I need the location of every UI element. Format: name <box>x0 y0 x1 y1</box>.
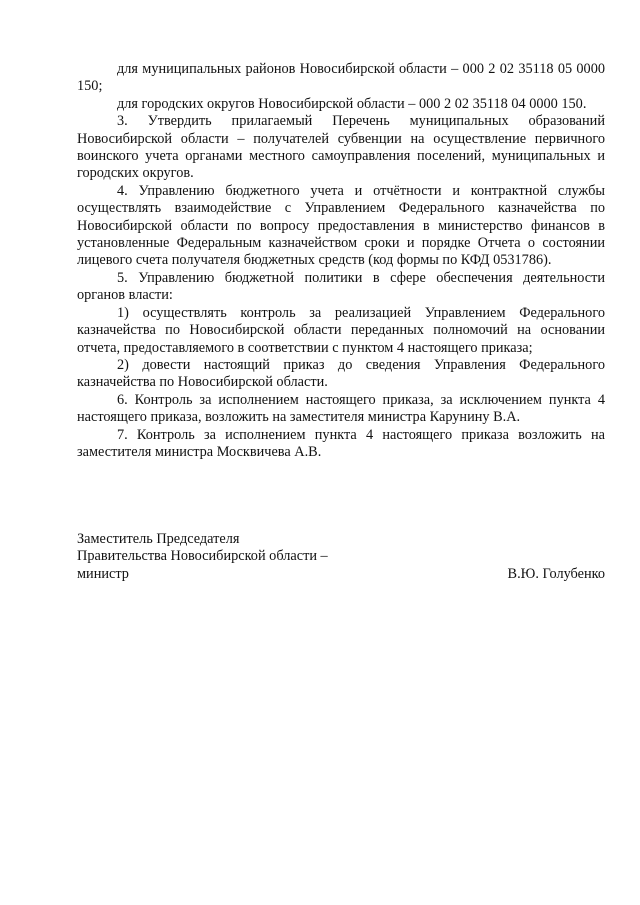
signature-block <box>77 531 605 583</box>
paragraph-item-6: 6. Контроль за исполнением настоящего приказа, за исключением пункта 4 настоящего приказа, возложить на заместителя министра Карунину В.А. <box>77 391 605 426</box>
paragraph-item-4: 4. Управлению бюджетного учета и отчётности и контрактной службы осуществлять взаимодействие с Управлением Федерального казначейства по Новосибирской области по вопросу предоставления в министерство финансов в установленные Федеральным казначейством сроки и порядке Отчета о состоянии лицевого счета получателя бюджетных средств (код формы по КФД 0531786). <box>77 182 605 269</box>
paragraph-item-5-1: 1) осуществлять контроль за реализацией Управлением Федерального казначейства по Новосибирской области переданных полномочий на основании отчета, предоставляемого в соответствии с пунктом 4 настоящего приказа; <box>77 304 605 356</box>
document-body <box>77 61 605 461</box>
paragraph-item-5: 5. Управлению бюджетной политики в сфере обеспечения деятельности органов власти: <box>77 269 605 304</box>
signatory-position-line-2: Правительства Новосибирской области – <box>77 548 328 565</box>
paragraph-municipal-districts-code: для муниципальных районов Новосибирской области – 000 2 02 35118 05 0000 150; <box>77 61 605 95</box>
signature-last-line <box>77 566 605 583</box>
signatory-position-line-1: Заместитель Председателя <box>77 531 240 547</box>
paragraph-item-5-2: 2) довести настоящий приказ до сведения Управления Федерального казначейства по Новосибирской области. <box>77 356 605 391</box>
signatory-position-line-3: министр <box>77 565 129 582</box>
signatory-name: В.Ю. Голубенко <box>507 565 605 582</box>
paragraph-item-7: 7. Контроль за исполнением пункта 4 настоящего приказа возложить на заместителя министра Москвичева А.В. <box>77 426 605 460</box>
paragraph-item-3: 3. Утвердить прилагаемый Перечень муниципальных образований Новосибирской области – получателей субвенции на осуществление первичного воинского учета органами местного самоуправления поселений, муниципальных и городских округов. <box>77 113 605 182</box>
paragraph-urban-districts-code: для городских округов Новосибирской области – 000 2 02 35118 04 0000 150. <box>117 95 587 112</box>
